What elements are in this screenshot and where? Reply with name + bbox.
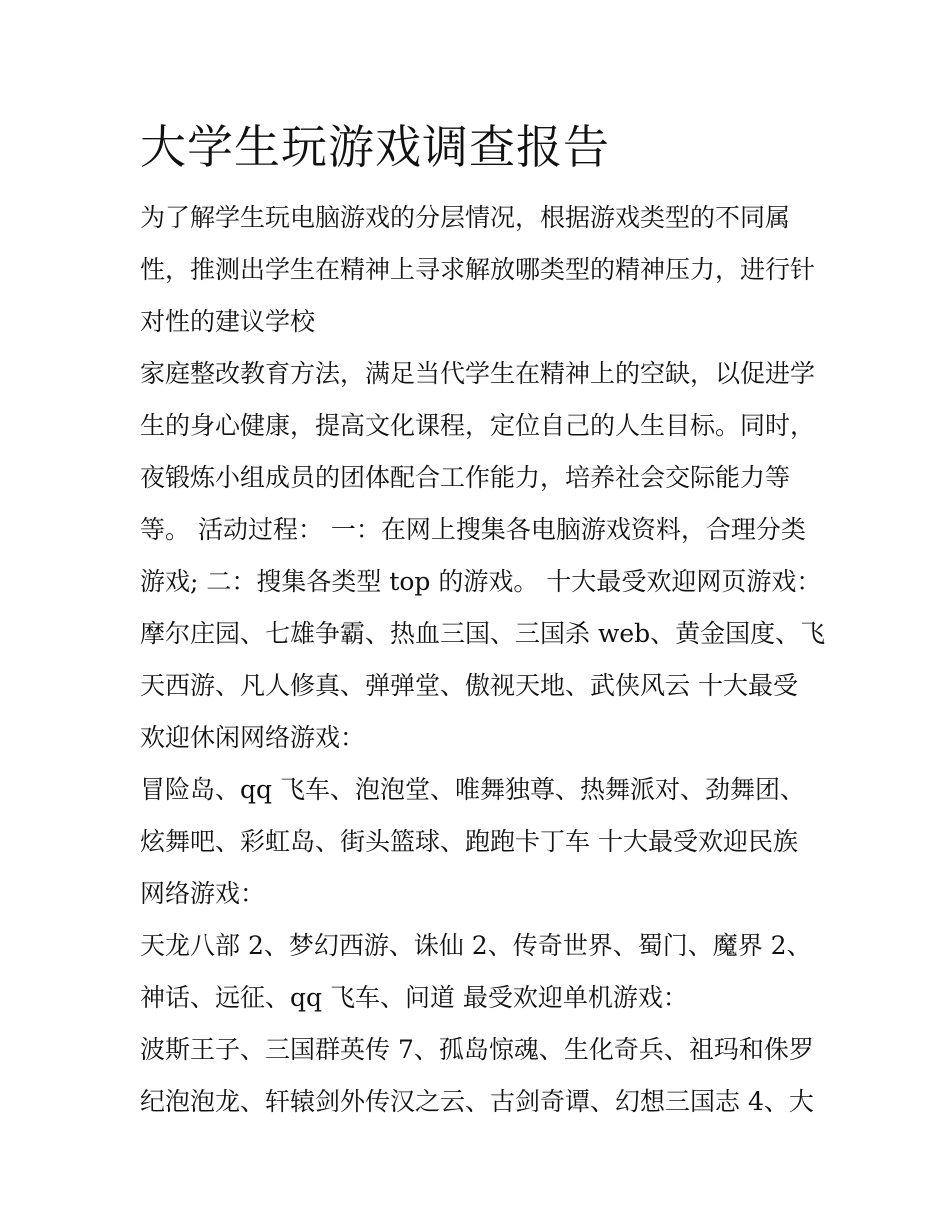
body-line: 等。 活动过程： 一：在网上搜集各电脑游戏资料，合理分类	[140, 515, 806, 544]
body-line: 生的身心健康，提高文化课程，定位自己的人生目标。同时，	[140, 411, 816, 440]
body-line: 冒险岛、qq 飞车、泡泡堂、唯舞独尊、热舞派对、劲舞团、	[140, 775, 805, 804]
body-line: 天龙八部 2、梦幻西游、诛仙 2、传奇世界、蜀门、魔界 2、	[140, 931, 812, 960]
document-body	[140, 192, 830, 1128]
body-line: 为了解学生玩电脑游戏的分层情况，根据游戏类型的不同属	[140, 203, 791, 232]
body-line: 神话、远征、qq 飞车、问道 最受欢迎单机游戏：	[140, 983, 688, 1012]
body-line: 夜锻炼小组成员的团体配合工作能力，培养社会交际能力等	[140, 463, 791, 492]
body-line: 性，推测出学生在精神上寻求解放哪类型的精神压力，进行针	[140, 255, 816, 284]
body-line: 网络游戏：	[140, 879, 266, 908]
body-line: 游戏; 二：搜集各类型 top 的游戏。 十大最受欢迎网页游戏：	[140, 567, 822, 596]
body-line: 天西游、凡人修真、弹弹堂、傲视天地、武侠风云 十大最受	[140, 671, 798, 700]
body-line: 对性的建议学校	[140, 307, 316, 336]
body-line: 炫舞吧、彩虹岛、街头篮球、跑跑卡丁车 十大最受欢迎民族	[140, 827, 798, 856]
body-line: 摩尔庄园、七雄争霸、热血三国、三国杀 web、黄金国度、飞	[140, 619, 826, 648]
body-line: 欢迎休闲网络游戏：	[140, 723, 366, 752]
document-title: 大学生玩游戏调查报告	[140, 120, 610, 174]
body-line: 纪泡泡龙、轩辕剑外传汉之云、古剑奇谭、幻想三国志 4、大	[140, 1087, 814, 1116]
body-line: 波斯王子、三国群英传 7、孤岛惊魂、生化奇兵、祖玛和侏罗	[140, 1035, 814, 1064]
body-line: 家庭整改教育方法，满足当代学生在精神上的空缺，以促进学	[140, 359, 816, 388]
